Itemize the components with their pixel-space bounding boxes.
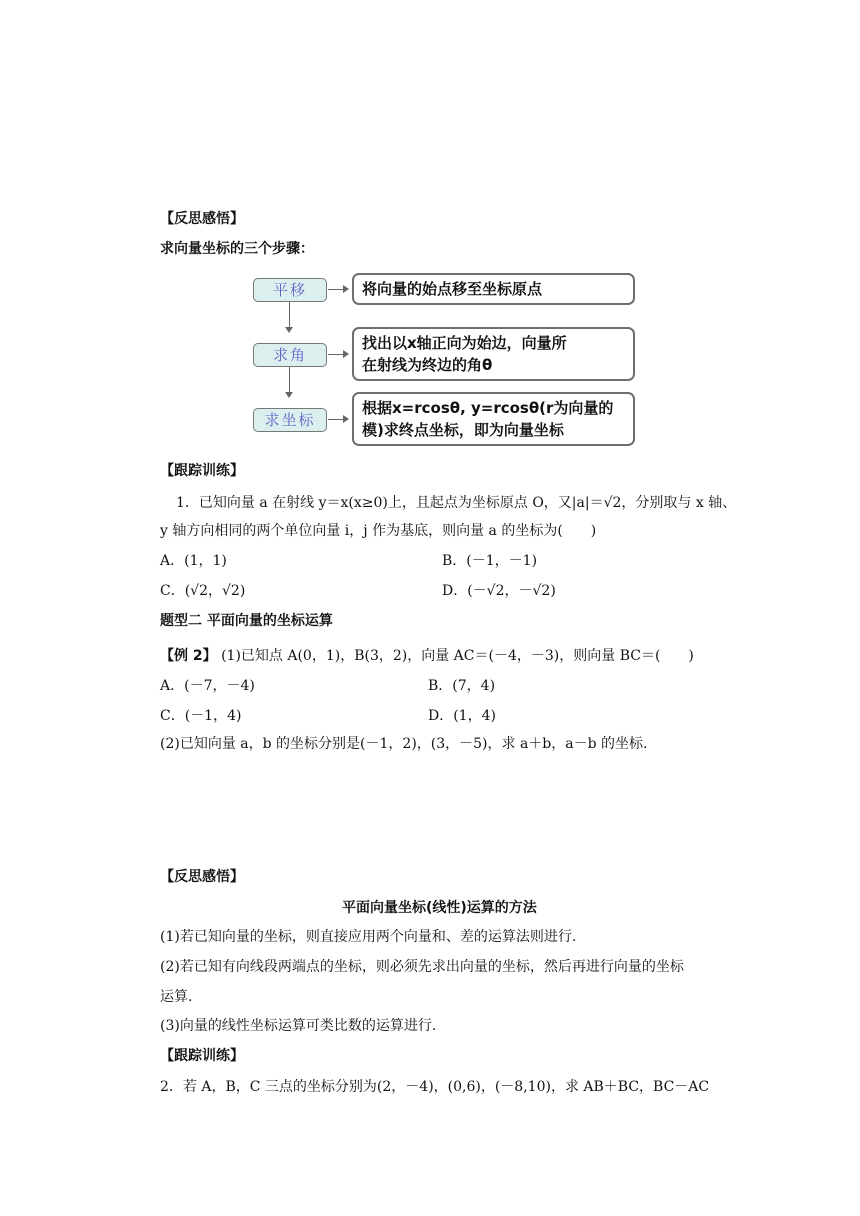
- flow-desc-line: 将向量的始点移至坐标原点: [362, 280, 543, 298]
- flow-desc-line: 找出以x轴正向为始边，向量所: [362, 334, 567, 352]
- practice-heading-2: 【跟踪训练】: [160, 1048, 244, 1064]
- arrow-right-icon: [343, 285, 349, 293]
- practice1-question-line2: y 轴方向相同的两个单位向量 i，j 作为基底，则向量 a 的坐标为( ): [160, 523, 597, 539]
- reflection2-point-2-line2: 运算.: [160, 989, 193, 1005]
- flow-link-2: [328, 354, 344, 355]
- example2-option-c: C．(－1，4): [160, 708, 242, 724]
- reflection-heading-2: 【反思感悟】: [160, 869, 244, 885]
- practice1-question-line1: 1．已知向量 a 在射线 y＝x(x≥0)上，且起点为坐标原点 O，又|a|＝√2，分别取与 x 轴、: [176, 495, 737, 511]
- practice1-option-d: D．(－√2，－√2): [442, 583, 556, 599]
- flow-link-1: [328, 289, 344, 290]
- flow-link-3: [328, 419, 344, 420]
- example2-question1: [160, 645, 694, 665]
- reflection2-point-1: (1)若已知向量的坐标，则直接应用两个向量和、差的运算法则进行.: [160, 929, 577, 945]
- reflection2-point-2-line1: (2)若已知有向线段两端点的坐标，则必须先求出向量的坐标，然后再进行向量的坐标: [160, 959, 684, 975]
- flow-desc-line: 根据x=rcosθ, y=rcosθ(r为向量的: [362, 399, 614, 417]
- practice-heading-1: 【跟踪训练】: [160, 463, 244, 479]
- arrow-right-icon: [343, 415, 349, 423]
- practice2-question: 2．若 A，B，C 三点的坐标分别为(2，－4)，(0,6)，(－8,10)，求 AB＋BC，BC－AC: [160, 1079, 710, 1095]
- example-label: 【例 2】: [160, 648, 217, 664]
- example2-option-b: B．(7，4): [428, 678, 496, 694]
- practice1-option-b: B．(－1，－1): [442, 553, 538, 569]
- flow-step-translate: 平移: [253, 278, 327, 302]
- flow-step-angle: 求角: [253, 343, 327, 367]
- reflection2-point-3: (3)向量的线性坐标运算可类比数的运算进行.: [160, 1018, 437, 1034]
- flow-connector-2: [289, 367, 290, 393]
- reflection-heading-1: 【反思感悟】: [160, 211, 244, 227]
- example2-option-d: D．(1，4): [428, 708, 496, 724]
- flow-desc-translate: [352, 273, 635, 305]
- reflection2-title: 平面向量坐标(线性)运算的方法: [342, 900, 537, 916]
- arrow-right-icon: [343, 350, 349, 358]
- flow-desc-line: 模)求终点坐标，即为向量坐标: [362, 421, 564, 439]
- practice1-option-a: A．(1，1): [160, 553, 227, 569]
- example2-option-a: A．(－7，－4): [160, 678, 255, 694]
- flow-desc-line: 在射线为终边的角θ: [362, 356, 493, 374]
- example2-question1-text: (1)已知点 A(0，1)，B(3，2)，向量 AC＝(－4，－3)，则向量 BC＝( ): [221, 648, 694, 664]
- flow-desc-angle: [352, 327, 635, 381]
- section-title: 题型二 平面向量的坐标运算: [160, 613, 333, 629]
- arrow-down-icon: [285, 392, 293, 398]
- practice1-option-c: C．(√2，√2): [160, 583, 246, 599]
- example2-question2: (2)已知向量 a，b 的坐标分别是(－1，2)，(3，－5)，求 a＋b，a－b 的坐标.: [160, 736, 648, 752]
- flow-step-coordinate: 求坐标: [253, 408, 327, 432]
- flow-desc-coordinate: [352, 392, 635, 446]
- flow-connector-1: [289, 302, 290, 328]
- reflection-subheading-1: 求向量坐标的三个步骤：: [160, 241, 314, 257]
- arrow-down-icon: [285, 327, 293, 333]
